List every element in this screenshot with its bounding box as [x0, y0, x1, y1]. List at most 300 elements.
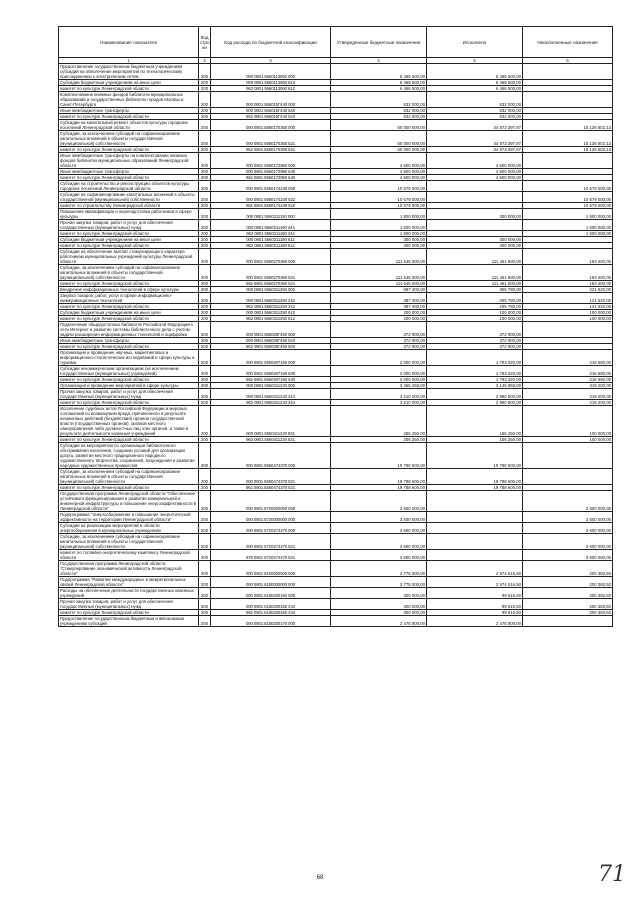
row-executed-cell: [427, 220, 523, 231]
row-classification-cell: 962 0801 5560211190 244: [211, 231, 331, 237]
row-remaining-cell: 200 383,50: [523, 561, 613, 577]
row-executed-cell: 372 900,00: [427, 338, 523, 344]
row-classification-cell: 000 0801 5560474370 000: [211, 443, 331, 469]
row-code-cell: 200: [199, 175, 211, 181]
row-executed-cell: 265 780,00: [427, 293, 523, 304]
row-approved-cell: 300 000,00: [331, 610, 427, 616]
table-body: [59, 64, 613, 627]
row-remaining-cell: 1 500 000,00: [523, 231, 613, 237]
row-executed-cell: 100 000,00: [427, 310, 523, 316]
row-remaining-cell: [523, 443, 613, 469]
row-classification-cell: 000 0801 5560411220 000: [211, 383, 331, 389]
row-remaining-cell: 183 400,00: [523, 281, 613, 287]
row-name-cell: комитет по культуре Ленинградской области: [59, 147, 199, 153]
table-row: [59, 92, 613, 108]
row-code-cell: 200: [199, 322, 211, 338]
row-code-cell: 200: [199, 293, 211, 304]
row-executed-cell: 3 146 850,00: [427, 383, 523, 389]
row-approved-cell: 2 775 000,00: [331, 561, 427, 577]
row-code-cell: 200: [199, 350, 211, 366]
row-name-cell: комитет по культуре Ленинградской области: [59, 377, 199, 383]
row-classification-cell: 000 0801 556015Г440 000: [211, 92, 331, 108]
row-approved-cell: 19 788 600,00: [331, 469, 427, 485]
table-row: [59, 350, 613, 366]
table-row: [59, 443, 613, 469]
row-remaining-cell: 100 000,00: [523, 310, 613, 316]
row-executed-cell: 1 783 320,00: [427, 350, 523, 366]
row-classification-cell: 000 0801 6180200160 000: [211, 588, 331, 599]
col-number: 1: [59, 58, 199, 64]
row-approved-cell: 10 679 000,00: [331, 192, 427, 203]
table-row: [59, 406, 613, 437]
row-remaining-cell: 216 680,00: [523, 350, 613, 366]
table-row: [59, 181, 613, 192]
row-approved-cell: 3 210 000,00: [331, 400, 427, 406]
row-approved-cell: 50 000 000,00: [331, 147, 427, 153]
row-executed-cell: 99 616,50: [427, 599, 523, 610]
row-name-cell: Субсидии на обеспечение выплат стимулирующего характера работникам муниципальных учреждений культуры Ленинградской области: [59, 249, 199, 265]
row-approved-cell: 4 500 000,00: [331, 169, 427, 175]
row-executed-cell: 1 783 320,00: [427, 377, 523, 383]
row-code-cell: 200: [199, 203, 211, 209]
row-approved-cell: 111 645 000,00: [331, 281, 427, 287]
row-approved-cell: 2 000 000,00: [331, 366, 427, 377]
row-executed-cell: 6 456 500,00: [427, 80, 523, 86]
row-executed-cell: 19 788 600,00: [427, 443, 523, 469]
row-code-cell: 200: [199, 437, 211, 443]
table-row: [59, 249, 613, 265]
row-approved-cell: 2 775 000,00: [331, 577, 427, 588]
row-name-cell: комитет по культуре Ленинградской области: [59, 304, 199, 310]
row-executed-cell: 156 250,00: [427, 406, 523, 437]
table-row: [59, 153, 613, 169]
row-name-cell: Субсидии бюджетным учреждениям на иные цели: [59, 237, 199, 243]
row-classification-cell: 000 0801 5560270360 521: [211, 265, 331, 281]
row-name-cell: Субсидии бюджетным учреждениям на иные цели: [59, 310, 199, 316]
row-code-cell: 200: [199, 147, 211, 153]
col-number: 6: [523, 58, 613, 64]
page-number: 68: [316, 875, 324, 881]
row-approved-cell: 6 456 500,00: [331, 64, 427, 80]
row-executed-cell: [427, 550, 523, 561]
row-executed-cell: 34 873 397,87: [427, 120, 523, 131]
row-classification-cell: 000 0801 5560311250 612: [211, 310, 331, 316]
row-code-cell: 200: [199, 344, 211, 350]
row-executed-cell: 34 873 397,87: [427, 131, 523, 147]
row-approved-cell: 200 000,00: [331, 310, 427, 316]
row-executed-cell: 19 788 600,00: [427, 485, 523, 491]
header-code: Код стро ки: [199, 27, 211, 58]
row-code-cell: 200: [199, 400, 211, 406]
row-remaining-cell: 10 679 000,00: [523, 192, 613, 203]
row-approved-cell: 587 400,00: [331, 287, 427, 293]
row-classification-cell: 000 0801 5560172950 000: [211, 153, 331, 169]
row-classification-cell: 962 0801 556035Г460 540: [211, 344, 331, 350]
row-executed-cell: 4 500 000,00: [427, 153, 523, 169]
row-remaining-cell: [523, 322, 613, 338]
row-approved-cell: 2 000 000,00: [331, 350, 427, 366]
row-classification-cell: 962 0801 5560172950 540: [211, 175, 331, 181]
row-classification-cell: 962 0801 5560411220 831: [211, 437, 331, 443]
row-executed-cell: 19 788 600,00: [427, 469, 523, 485]
row-code-cell: 200: [199, 80, 211, 86]
row-remaining-cell: 221 620,00: [523, 287, 613, 293]
row-classification-cell: 962 0801 5560311250 612: [211, 316, 331, 322]
row-classification-cell: 000 0801 556015Г440 540: [211, 108, 331, 114]
row-code-cell: 200: [199, 243, 211, 249]
table-row: [59, 293, 613, 304]
row-code-cell: 200: [199, 366, 211, 377]
table-row: [59, 588, 613, 599]
col-number: 3: [211, 58, 331, 64]
row-classification-cell: 000 0801 5720274470 000: [211, 523, 331, 534]
row-name-cell: Иные межбюджетные трансферты на комплектование книжных фондов библиотек муниципальных образований Ленинградской области: [59, 153, 199, 169]
row-code-cell: 200: [199, 86, 211, 92]
row-executed-cell: 99 616,50: [427, 610, 523, 616]
row-name-cell: Закупка товаров, работ, услуг в сфере информационно-коммуникационных технологий: [59, 293, 199, 304]
row-classification-cell: 000 0801 5560311250 242: [211, 293, 331, 304]
row-name-cell: Субсидии, за исключением субсидий на софинансирование капитальных вложений в объекты государственной (муниципальной) собственности: [59, 265, 199, 281]
row-approved-cell: 372 900,00: [331, 344, 427, 350]
row-approved-cell: 3 210 000,00: [331, 389, 427, 400]
row-remaining-cell: [523, 469, 613, 485]
row-classification-cell: 000 0801 5560407160 000: [211, 350, 331, 366]
row-approved-cell: 3 600 000,00: [331, 523, 427, 534]
row-name-cell: Внедрение информационных технологий в сфере культуры: [59, 287, 199, 293]
table-row: [59, 366, 613, 377]
row-remaining-cell: 219 200,00: [523, 400, 613, 406]
row-classification-cell: 000 0801 6180000000 000: [211, 577, 331, 588]
table-row: [59, 491, 613, 512]
row-classification-cell: 000 0801 6180200170 000: [211, 616, 331, 627]
row-classification-cell: 000 0801 5560411220 831: [211, 406, 331, 437]
row-approved-cell: 111 645 000,00: [331, 265, 427, 281]
row-remaining-cell: 3 600 000,00: [523, 550, 613, 561]
row-code-cell: 200: [199, 383, 211, 389]
row-code-cell: 200: [199, 523, 211, 534]
header-approved: Утвержденные бюджетные назначения: [331, 27, 427, 58]
row-name-cell: Организация и проведение научных, маркетинговых и информационно-статистических исследований в сфере культуры и туризма: [59, 350, 199, 366]
row-approved-cell: 532 000,00: [331, 92, 427, 108]
row-code-cell: 200: [199, 616, 211, 627]
row-classification-cell: 962 0801 5560411220 244: [211, 400, 331, 406]
row-approved-cell: 1 500 000,00: [331, 220, 427, 231]
table-row: [59, 550, 613, 561]
row-executed-cell: 111 461 600,00: [427, 249, 523, 265]
row-approved-cell: 256 250,00: [331, 437, 427, 443]
row-approved-cell: 3 600 000,00: [331, 550, 427, 561]
row-approved-cell: 10 679 000,00: [331, 203, 427, 209]
row-code-cell: 200: [199, 316, 211, 322]
row-code-cell: 200: [199, 108, 211, 114]
row-executed-cell: 100 000,00: [427, 316, 523, 322]
row-approved-cell: 532 000,00: [331, 108, 427, 114]
row-approved-cell: 4 500 000,00: [331, 175, 427, 181]
row-approved-cell: 2 000 000,00: [331, 377, 427, 383]
row-code-cell: 200: [199, 181, 211, 192]
row-executed-cell: 365 780,00: [427, 287, 523, 293]
table-header-row: [59, 27, 613, 58]
row-name-cell: Исполнение судебных актов Российской Федерации и мировых соглашений по возмещению вреда, причиненного в результате незаконных действий (бездействия) органов государственной власти (государственных органов), органов местного самоуправления либо должностных лиц этих органов, а также в результате деятельности казенных учреждений: [59, 406, 199, 437]
row-remaining-cell: 200 383,50: [523, 610, 613, 616]
row-remaining-cell: 10 679 000,00: [523, 203, 613, 209]
row-executed-cell: 532 000,00: [427, 114, 523, 120]
row-approved-cell: 6 456 500,00: [331, 80, 427, 86]
row-name-cell: комитет по культуре Ленинградской области: [59, 114, 199, 120]
row-approved-cell: 1 800 000,00: [331, 209, 427, 220]
row-executed-cell: [427, 192, 523, 203]
row-approved-cell: 3 600 000,00: [331, 512, 427, 523]
row-name-cell: Субсидии на реализацию мероприятий в области энергосбережения в муниципальных учреждениях: [59, 523, 199, 534]
table-row: [59, 389, 613, 400]
row-approved-cell: 10 679 000,00: [331, 181, 427, 192]
row-classification-cell: 961 0801 5560174230 522: [211, 203, 331, 209]
table-row: [59, 577, 613, 588]
row-classification-cell: 000 0801 5560170350 521: [211, 131, 331, 147]
row-approved-cell: 3 600 000,00: [331, 491, 427, 512]
row-name-cell: комитет по культуре Ленинградской области: [59, 437, 199, 443]
row-remaining-cell: 200 383,50: [523, 577, 613, 588]
row-code-cell: 200: [199, 114, 211, 120]
table-row: [59, 64, 613, 80]
row-executed-cell: 300 000,00: [427, 243, 523, 249]
row-classification-cell: 000 0801 5720000000 000: [211, 512, 331, 523]
row-code-cell: 200: [199, 377, 211, 383]
table-row: [59, 561, 613, 577]
row-executed-cell: 532 000,00: [427, 108, 523, 114]
row-classification-cell: 000 0801 5560474370 521: [211, 469, 331, 485]
row-code-cell: 200: [199, 281, 211, 287]
row-code-cell: 200: [199, 153, 211, 169]
row-code-cell: 200: [199, 389, 211, 400]
table-row: [59, 512, 613, 523]
row-executed-cell: 300 000,00: [427, 237, 523, 243]
row-remaining-cell: 121 620,00: [523, 293, 613, 304]
row-name-cell: Расходы на обеспечение деятельности государственных казенных учреждений: [59, 588, 199, 599]
row-approved-cell: 300 000,00: [331, 599, 427, 610]
row-name-cell: Предоставление государственным бюджетным учреждениям субсидий на обеспечение мероприятий по технологическому присоединению к электрическим сетям: [59, 64, 199, 80]
row-classification-cell: 000 0801 5560411220 244: [211, 389, 331, 400]
row-remaining-cell: 200 383,50: [523, 599, 613, 610]
row-classification-cell: 962 0801 5560311250 242: [211, 304, 331, 310]
row-remaining-cell: 10 679 000,00: [523, 181, 613, 192]
table-row: [59, 131, 613, 147]
row-name-cell: Государственная программа Ленинградской области "Стимулирование экономической активности Ленинградской области": [59, 561, 199, 577]
row-classification-cell: 000 0801 6100000000 000: [211, 561, 331, 577]
row-approved-cell: 300 000,00: [331, 243, 427, 249]
row-code-cell: 200: [199, 550, 211, 561]
row-approved-cell: 50 000 000,00: [331, 120, 427, 131]
row-code-cell: 200: [199, 406, 211, 437]
row-remaining-cell: 1 500 000,00: [523, 220, 613, 231]
row-code-cell: 200: [199, 310, 211, 316]
table-row: [59, 322, 613, 338]
table-row: [59, 534, 613, 550]
row-name-cell: Прочая закупка товаров, работ и услуг для обеспечения государственных (муниципальных) нужд: [59, 389, 199, 400]
row-classification-cell: 000 0801 5700000000 000: [211, 491, 331, 512]
row-name-cell: Иные межбюджетные трансферты: [59, 169, 199, 175]
row-remaining-cell: 200 383,50: [523, 588, 613, 599]
row-executed-cell: 2 475 000,00: [427, 616, 523, 627]
row-executed-cell: 111 461 600,00: [427, 281, 523, 287]
row-approved-cell: 3 600 000,00: [331, 534, 427, 550]
budget-execution-table: [58, 26, 613, 627]
row-classification-cell: 000 0801 5560211190 244: [211, 220, 331, 231]
row-name-cell: комитет по культуре Ленинградской области: [59, 86, 199, 92]
row-executed-cell: 2 990 800,00: [427, 400, 523, 406]
row-classification-cell: 000 0801 556035Г460 540: [211, 338, 331, 344]
row-executed-cell: [427, 534, 523, 550]
row-code-cell: 200: [199, 237, 211, 243]
row-classification-cell: 000 0801 5560174230 522: [211, 192, 331, 203]
row-approved-cell: 387 400,00: [331, 293, 427, 304]
row-name-cell: комитет по культуре Ленинградской области: [59, 400, 199, 406]
row-executed-cell: 6 456 500,00: [427, 64, 523, 80]
row-name-cell: Повышение квалификации и переподготовка работников в сфере культуры: [59, 209, 199, 220]
table-row: [59, 616, 613, 627]
row-name-cell: Иные межбюджетные трансферты: [59, 108, 199, 114]
col-number: 2: [199, 58, 211, 64]
row-executed-cell: [427, 181, 523, 192]
row-classification-cell: 000 0801 5560174230 000: [211, 181, 331, 192]
row-approved-cell: 19 788 600,00: [331, 443, 427, 469]
row-code-cell: 200: [199, 220, 211, 231]
row-name-cell: Предоставление государственным бюджетным и автономным учреждениям субсидий: [59, 616, 199, 627]
row-executed-cell: [427, 523, 523, 534]
row-code-cell: 200: [199, 485, 211, 491]
row-classification-cell: 978 0801 5720274470 521: [211, 550, 331, 561]
row-executed-cell: 2 574 616,50: [427, 577, 523, 588]
row-name-cell: Субсидии некоммерческим организациям (за исключением государственных (муниципальных) учреждений): [59, 366, 199, 377]
row-remaining-cell: 3 600 000,00: [523, 491, 613, 512]
row-approved-cell: 387 400,00: [331, 304, 427, 310]
row-code-cell: 200: [199, 120, 211, 131]
row-classification-cell: 000 0801 5560113060 612: [211, 80, 331, 86]
row-name-cell: Прочая закупка товаров, работ и услуг для обеспечения государственных (муниципальных) нужд: [59, 220, 199, 231]
header-remaining: Неисполненные назначения: [523, 27, 613, 58]
row-remaining-cell: 121 620,00: [523, 304, 613, 310]
row-remaining-cell: 216 680,00: [523, 366, 613, 377]
row-executed-cell: 111 461 600,00: [427, 265, 523, 281]
row-executed-cell: 1 783 320,00: [427, 366, 523, 377]
row-remaining-cell: 100 000,00: [523, 316, 613, 322]
row-executed-cell: 300 000,00: [427, 209, 523, 220]
row-name-cell: Субсидии, за исключением субсидий на софинансирование капитальных вложений в объекты государственной (муниципальной) собственности: [59, 469, 199, 485]
row-name-cell: Субсидии, за исключением субсидий на софинансирование капитальных вложений в объекты государственной (муниципальной) собственности: [59, 534, 199, 550]
row-classification-cell: 000 0801 5720274470 521: [211, 534, 331, 550]
row-name-cell: Субсидии на капитальный ремонт объектов культуры городских поселений Ленинградской области: [59, 120, 199, 131]
row-remaining-cell: 3 600 000,00: [523, 534, 613, 550]
row-code-cell: 200: [199, 588, 211, 599]
row-approved-cell: 111 645 000,00: [331, 249, 427, 265]
row-executed-cell: 372 900,00: [427, 322, 523, 338]
row-remaining-cell: [523, 153, 613, 169]
row-name-cell: комитет по топливно-энергетическому комплексу Ленинградской области: [59, 550, 199, 561]
row-name-cell: Иные межбюджетные трансферты: [59, 338, 199, 344]
row-classification-cell: 962 0801 5560170350 521: [211, 147, 331, 153]
row-approved-cell: 1 500 000,00: [331, 231, 427, 237]
header-classification: Код расхода по бюджетной классификации: [211, 27, 331, 58]
row-name-cell: Субсидии на мероприятия по организации библиотечного обслуживания населения, созданию условий для организации досуга, развития местного традиционного народного художественного творчества, сохранения, возрождения и развития народных художественных промыслов: [59, 443, 199, 469]
row-name-cell: комитет по культуре Ленинградской области: [59, 610, 199, 616]
row-executed-cell: [427, 512, 523, 523]
row-name-cell: Подключение общедоступных библиотек Российской Федерации к сети Интернет и развитие системы библиотечного дела с учетом задачи расширения информационных технологий и оцифровки: [59, 322, 199, 338]
row-remaining-cell: 216 680,00: [523, 377, 613, 383]
row-classification-cell: 000 0801 6180200160 244: [211, 599, 331, 610]
row-executed-cell: 372 900,00: [427, 344, 523, 350]
row-executed-cell: 34 873 397,87: [427, 147, 523, 153]
row-approved-cell: 3 466 250,00: [331, 383, 427, 389]
row-approved-cell: 2 475 000,00: [331, 616, 427, 627]
header-name: Наименование показателя: [59, 27, 199, 58]
row-code-cell: 200: [199, 169, 211, 175]
row-name-cell: комитет по культуре Ленинградской области: [59, 281, 199, 287]
row-name-cell: Субсидии бюджетным учреждениям на иные цели: [59, 80, 199, 86]
row-code-cell: 200: [199, 512, 211, 523]
row-approved-cell: 300 000,00: [331, 237, 427, 243]
table-row: [59, 599, 613, 610]
row-name-cell: Субсидии на софинансирование капитальных вложений в объекты государственной (муниципальной) собственности: [59, 192, 199, 203]
row-code-cell: 200: [199, 287, 211, 293]
row-code-cell: 200: [199, 64, 211, 80]
row-name-cell: комитет по культуре Ленинградской области: [59, 243, 199, 249]
table-row: [59, 192, 613, 203]
table-row: [59, 209, 613, 220]
row-code-cell: 200: [199, 249, 211, 265]
row-code-cell: 200: [199, 469, 211, 485]
row-executed-cell: 2 574 616,50: [427, 561, 523, 577]
row-classification-cell: 962 0801 5560113060 612: [211, 86, 331, 92]
row-name-cell: Подпрограмма "Энергосбережение и повышение энергетической эффективности на территории Ленинградской области": [59, 512, 199, 523]
row-remaining-cell: 3 600 000,00: [523, 512, 613, 523]
row-classification-cell: 962 0801 5560211190 612: [211, 243, 331, 249]
row-code-cell: 200: [199, 534, 211, 550]
row-name-cell: комитет по культуре Ленинградской области: [59, 485, 199, 491]
row-executed-cell: 4 500 000,00: [427, 175, 523, 181]
table-row: [59, 120, 613, 131]
row-remaining-cell: 15 126 602,13: [523, 120, 613, 131]
row-classification-cell: 962 0801 5560474370 521: [211, 485, 331, 491]
row-remaining-cell: [523, 92, 613, 108]
row-classification-cell: 000 0801 5560113060 000: [211, 64, 331, 80]
row-name-cell: Организация и проведение мероприятий в сфере культуры: [59, 383, 199, 389]
row-executed-cell: 6 456 500,00: [427, 86, 523, 92]
row-code-cell: 200: [199, 338, 211, 344]
row-executed-cell: 265 780,00: [427, 304, 523, 310]
row-executed-cell: 4 500 000,00: [427, 169, 523, 175]
row-classification-cell: 962 0801 5560270360 521: [211, 281, 331, 287]
row-remaining-cell: 1 500 000,00: [523, 209, 613, 220]
row-name-cell: Подпрограмма "Развитие международных и межрегиональных связей Ленинградской области": [59, 577, 199, 588]
row-classification-cell: 000 0801 5560407160 630: [211, 366, 331, 377]
row-name-cell: комитет по культуре Ленинградской области: [59, 175, 199, 181]
row-name-cell: комитет по культуре Ленинградской области: [59, 316, 199, 322]
row-executed-cell: 156 250,00: [427, 437, 523, 443]
row-remaining-cell: 100 000,00: [523, 437, 613, 443]
row-code-cell: 200: [199, 443, 211, 469]
col-number: 5: [427, 58, 523, 64]
row-code-cell: 200: [199, 491, 211, 512]
row-remaining-cell: 183 400,00: [523, 265, 613, 281]
row-classification-cell: 000 0801 5560172950 540: [211, 169, 331, 175]
row-code-cell: 200: [199, 92, 211, 108]
row-remaining-cell: [523, 616, 613, 627]
row-name-cell: комитет по культуре Ленинградской области: [59, 344, 199, 350]
row-approved-cell: 532 000,00: [331, 114, 427, 120]
row-approved-cell: 50 000 000,00: [331, 131, 427, 147]
row-name-cell: Субсидии, за исключением субсидий на софинансирование капитальных вложений в объекты государственной (муниципальной) собственности: [59, 131, 199, 147]
row-approved-cell: 4 500 000,00: [331, 153, 427, 169]
